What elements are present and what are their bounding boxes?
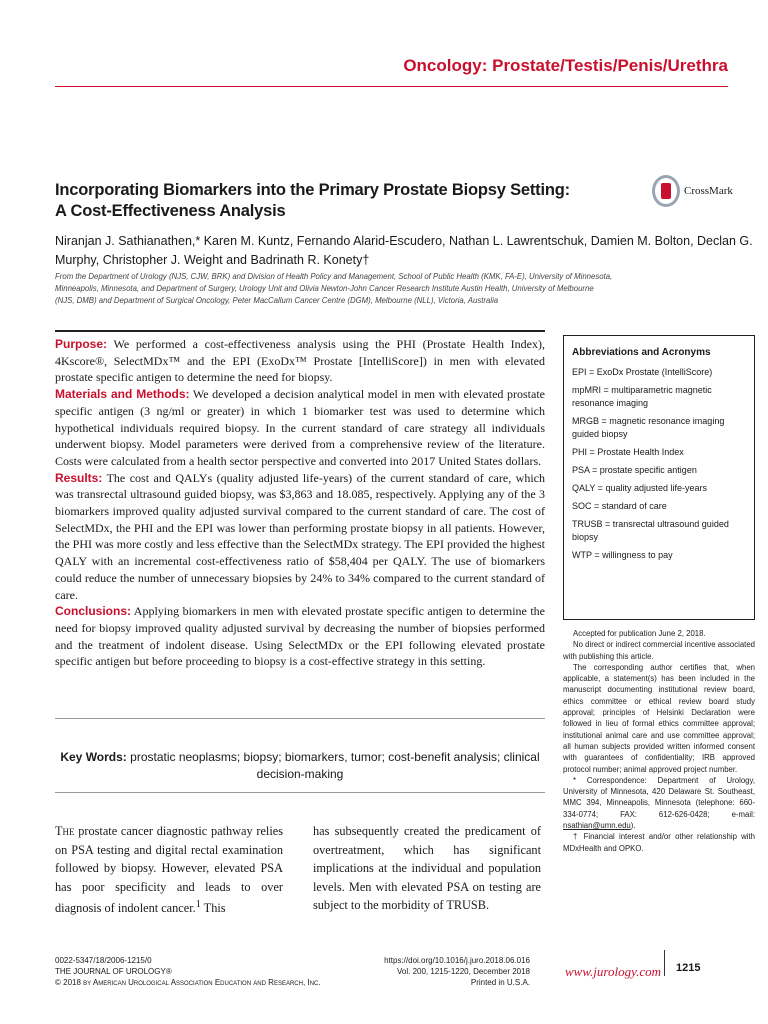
crossmark-label: CrossMark: [684, 185, 733, 197]
abbreviation-item: TRUSB = transrectal ultrasound guided biopsy: [572, 519, 729, 542]
author-list: Niranjan J. Sathianathen,* Karen M. Kuntz, Fernando Alarid-Escudero, Nathan L. Lawrentschuk, Damien M. Bolton, Declan G. Murphy, Christopher J. Weight and Badrinath R. Konety†: [55, 234, 753, 267]
abstract-results: Results: The cost and QALYs (quality adjusted life-years) of the current standard of care, which was transrectal ultrasound guided biopsy, was $3,863 and 18.085, respectively. Applying any of the 3 biomarkers improved quality adjusted survival compared to the current standard of care. The cost of SelectMDx, the PHI and the EPI was lower than performing prostate biopsy in all patients. However, the PHI was more costly and less effective than the SelectMDx strategy. The EPI provided the highest QALY with an incremental cost-effectiveness ratio of $58,404 per QALY. The use of biomarkers could reduce the number of unnecessary biopsies by 24% to 34% compared to the current standard of care.: [55, 470, 545, 602]
abbreviation-item: WTP = willingness to pay: [572, 550, 673, 560]
accepted-note: Accepted for publication June 2, 2018.: [573, 629, 706, 638]
journal-url[interactable]: www.jurology.com: [565, 964, 662, 979]
issn: 0022-5347/18/2006-1215/0: [55, 956, 152, 965]
copyright: © 2018 by American Urological Association Education and Research, Inc.: [55, 978, 321, 987]
abbreviation-item: SOC = standard of care: [572, 501, 667, 511]
footer-separator: [664, 950, 665, 976]
financial-note: † Financial interest and/or other relationship with MDxHealth and OPKO.: [563, 832, 755, 853]
footer-left: [55, 955, 321, 988]
key-words: Key Words: prostatic neoplasms; biopsy; biomarkers, tumor; cost-benefit analysis; clinical decision-making: [60, 750, 540, 781]
abbreviation-item: QALY = quality adjusted life-years: [572, 483, 707, 493]
abstract: [55, 330, 545, 670]
correspondence-note: * Correspondence: Department of Urology, University of Minnesota, 420 Delaware St. Southeast, MMC 394, Minneapolis, Minnesota (telephone: 660-334-0774; FAX: 612-626-0428; e-mail: nsathian@umn.edu).: [563, 775, 755, 831]
certification-note: The corresponding author certifies that, when applicable, a statement(s) has been included in the manuscript documenting institutional review board, ethics committee or ethical review board study approval; principles of Helsinki Declaration were followed in lieu of formal ethics committee approval; institutional animal care and use committee approval; all human subjects provided written informed consent with guarantees of confidentiality; IRB approved protocol number; animal approved project number.: [563, 662, 755, 774]
article-notes: [563, 628, 755, 854]
body-column-1: The prostate cancer diagnostic pathway relies on PSA testing and digital rectal examination followed by biopsy. However, elevated PSA has poor specificity and leads to over diagnosis of indolent cancer.$^1$ This: [55, 824, 283, 916]
crossmark-badge[interactable]: [652, 175, 733, 207]
page-number: 1215: [676, 962, 701, 974]
abstract-purpose: Purpose: We performed a cost-effectiveness analysis using the PHI (Prostate Health Index), 4Kscore®, SelectMDx™ and the EPI (ExoDx™ Prostate [IntelliScore]) in men with elevated prostate specific antigen to determine the need for biopsy.: [55, 337, 545, 385]
abstract-conclusions: Conclusions: Applying biomarkers in men with elevated prostate specific antigen to determine the need for biopsy improved quality adjusted survival by decreasing the number of biopsies performed and the treatment of indolent disease. Using SelectMDx or the EPI following elevated prostate specific antigen but before proceeding to biopsy is a cost-effective strategy in this setting.: [55, 604, 545, 669]
keywords-divider: [55, 792, 545, 793]
journal-name: THE JOURNAL OF UROLOGY®: [55, 967, 172, 976]
abbreviation-item: EPI = ExoDx Prostate (IntelliScore): [572, 367, 713, 377]
article-title: Incorporating Biomarkers into the Primary Prostate Biopsy Setting: A Cost-Effectiveness Analysis: [55, 181, 570, 220]
abbreviation-item: mpMRI = multiparametric magnetic resonance imaging: [572, 385, 712, 408]
abbreviations-box: [563, 335, 755, 620]
incentive-note: No direct or indirect commercial incentive associated with publishing this article.: [563, 640, 756, 661]
section-heading: Oncology: Prostate/Testis/Penis/Urethra: [403, 56, 728, 75]
abbreviation-item: PSA = prostate specific antigen: [572, 465, 697, 475]
abbreviation-item: PHI = Prostate Health Index: [572, 447, 684, 457]
affiliations: From the Department of Urology (NJS, CJW, BRK) and Division of Health Policy and Management, School of Public Health (KMK, FA-E), University of Minnesota, Minneapolis, Minnesota, and Department of Surgery, Urology Unit and Olivia Newton-John Cancer Research Institute Austin Health, University of Melbourne (NJS, DMB) and Department of Surgical Oncology, Peter MacCallum Cancer Centre (DGM), Melbourne (NLL), Victoria, Australia: [55, 272, 613, 305]
crossmark-icon: [652, 175, 680, 207]
abbreviation-item: MRGB = magnetic resonance imaging guided biopsy: [572, 416, 725, 439]
abstract-methods: Materials and Methods: We developed a decision analytical model in men with elevated prostate specific antigen (3 ng/ml or greater) in which 1 biomarker test was used to determine which hypothetical individuals required biopsy. In the current standard of care strategy all individuals underwent biopsy. Model parameters were derived from a comprehensive review of the literature. Costs were calculated from a health sector perspective and converted into 2017 United States dollars.: [55, 387, 545, 468]
body-column-2: has subsequently created the predicament of overtreatment, which has significant implications at the individual and population levels. Men with elevated PSA on testing are subject to the morbidity of TRUSB.: [313, 824, 541, 912]
volume-info: Vol. 200, 1215-1220, December 2018: [397, 967, 530, 976]
doi-link[interactable]: https://doi.org/10.1016/j.juro.2018.06.016: [384, 956, 530, 965]
reference-1[interactable]: 1: [195, 899, 201, 910]
header-divider: [55, 86, 728, 87]
abbreviations-title: Abbreviations and Acronyms: [572, 347, 711, 358]
footer-middle: [330, 955, 530, 988]
email-link[interactable]: nsathian@umn.edu: [563, 821, 631, 831]
abstract-divider: [55, 718, 545, 719]
printed-in: Printed in U.S.A.: [470, 978, 530, 987]
